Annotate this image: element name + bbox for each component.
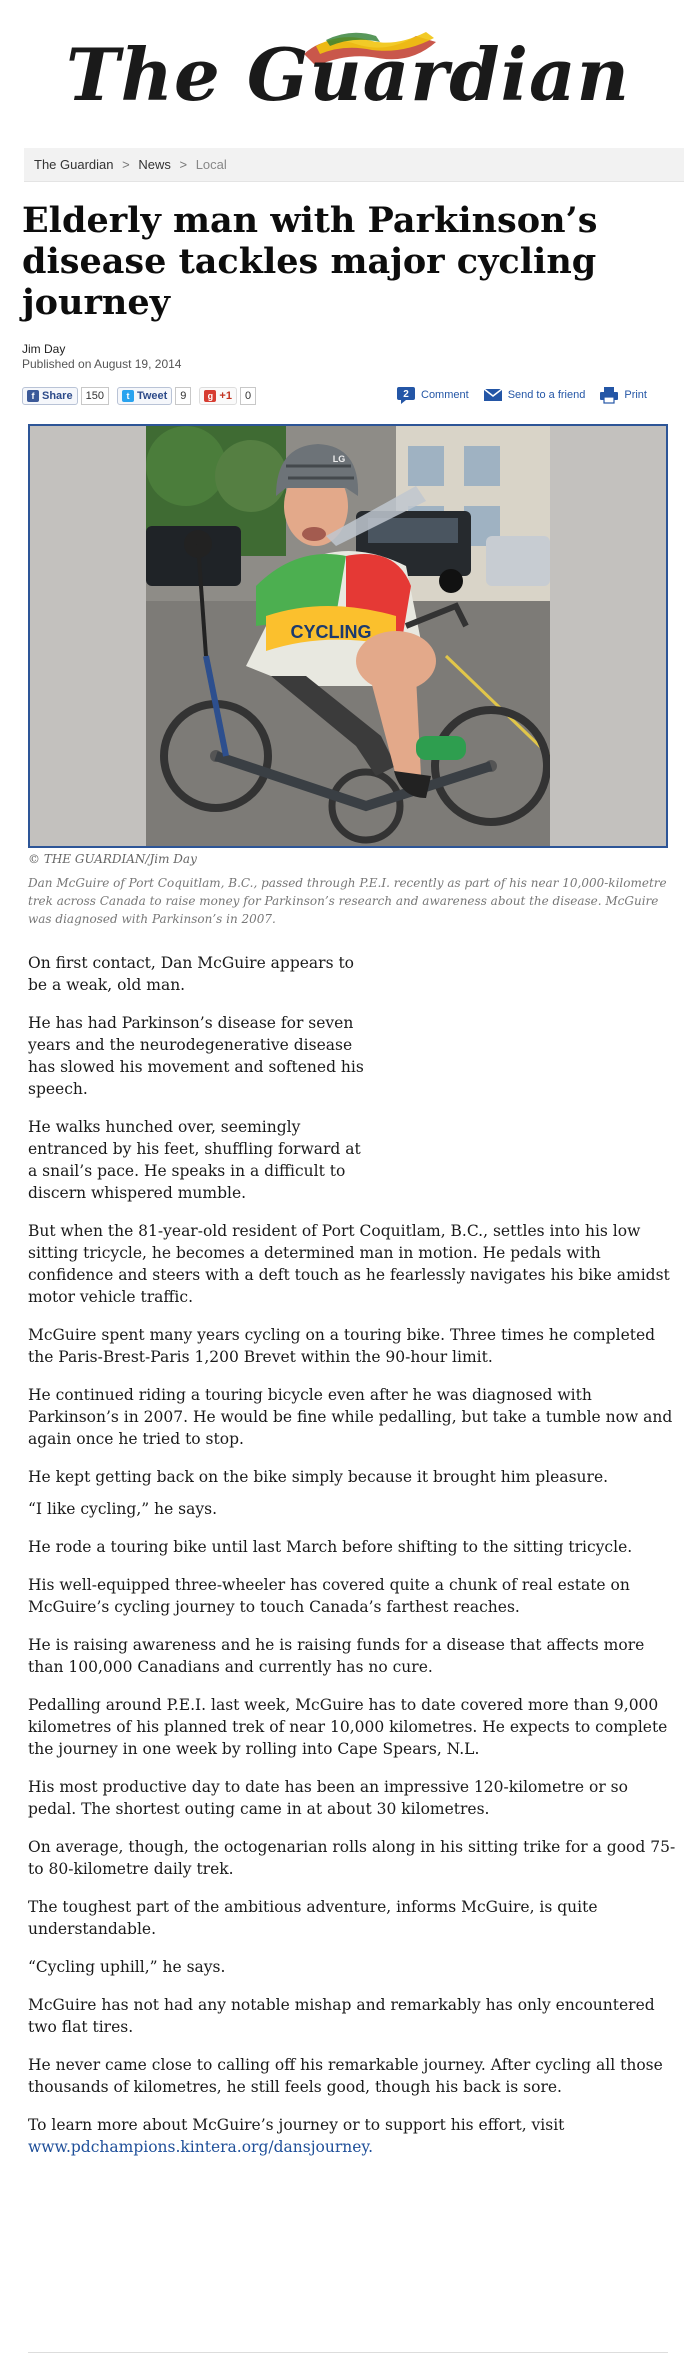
print-label: Print (624, 389, 647, 401)
article-headline: Elderly man with Parkinson’s disease tackles major cycling journey (22, 200, 598, 323)
send-to-friend-link[interactable] (483, 388, 586, 402)
article-body (28, 952, 676, 2174)
body-paragraph: He walks hunched over, seemingly entranced by his feet, shuffling forward at a snail’s pace. He speaks in a difficult to discern whispered mumble. (28, 1118, 361, 1202)
comment-link[interactable] (396, 385, 469, 405)
body-paragraph: He never came close to calling off his remarkable journey. After cycling all those thousands of kilometres, he still feels good, though his back is sore. (28, 2056, 663, 2096)
twitter-tweet-button[interactable] (117, 387, 172, 405)
google-plus-label: +1 (219, 390, 232, 402)
body-paragraph: But when the 81-year-old resident of Port Coquitlam, B.C., settles into his low sitting tricycle, he becomes a determined man in motion. He pedals with confidence and steers with a deft touch as he fearlessly navigates his bike amidst motor vehicle traffic. (28, 1222, 670, 1306)
donation-link[interactable]: www.pdchampions.kintera.org/dansjourney. (28, 2138, 374, 2156)
facebook-share-button[interactable] (22, 387, 78, 405)
facebook-share-count: 150 (81, 387, 109, 405)
body-paragraph: Pedalling around P.E.I. last week, McGuire has to date covered more than 9,000 kilometres of his planned trek of near 10,000 kilometres. He expects to complete the journey in one week by rolling into Cape Spears, N.L. (28, 1696, 668, 1758)
comment-count: 2 (403, 389, 409, 400)
google-plus-count: 0 (240, 387, 256, 405)
breadcrumb-current: Local (195, 157, 227, 172)
body-paragraph: “Cycling uphill,” he says. (28, 1958, 226, 1976)
photo-caption: Dan McGuire of Port Coquitlam, B.C., passed through P.E.I. recently as part of his near 10,000-kilometre trek across Canada to raise money for Parkinson’s research and awareness about the disease. McGuire was diagnosed with Parkinson’s in 2007. (28, 876, 667, 926)
body-paragraph: McGuire spent many years cycling on a touring bike. Three times he completed the Paris-Brest-Paris 1,200 Brevet within the 90-hour limit. (28, 1326, 656, 1366)
breadcrumb-news[interactable]: News (138, 157, 171, 172)
facebook-icon: f (27, 390, 39, 402)
author-name[interactable]: Jim Day (22, 342, 66, 356)
printer-icon (599, 386, 619, 404)
breadcrumb-separator: > (179, 157, 188, 172)
photo-credit: © THE GUARDIAN/Jim Day (28, 852, 197, 866)
body-paragraph: His most productive day to date has been an impressive 120-kilometre or so pedal. The shortest outing came in at about 30 kilometres. (28, 1778, 628, 1818)
google-plus-button[interactable] (199, 387, 237, 405)
breadcrumb-separator: > (122, 157, 130, 172)
breadcrumb-home[interactable]: The Guardian (34, 157, 114, 172)
body-paragraph: He rode a touring bike until last March before shifting to the sitting tricycle. (28, 1538, 633, 1556)
comment-bubble-icon (396, 385, 416, 405)
body-paragraph: He continued riding a touring bicycle even after he was diagnosed with Parkinson’s in 2007. He would be fine while pedalling, but take a tumble now and again once he tried to stop. (28, 1386, 673, 1448)
send-to-friend-label: Send to a friend (507, 389, 586, 401)
publish-date: Published on August 19, 2014 (22, 357, 182, 371)
twitter-bird-icon: t (122, 390, 134, 402)
body-paragraph: “I like cycling,” he says. (28, 1500, 218, 1518)
article-tools (396, 383, 661, 407)
article-photo[interactable] (146, 426, 550, 846)
comment-label: Comment (421, 389, 469, 401)
breadcrumb (24, 148, 684, 182)
facebook-share-label: Share (42, 390, 73, 402)
body-paragraph: He has had Parkinson’s disease for seven years and the neurodegenerative disease has slowed his movement and softened his speech. (28, 1014, 364, 1098)
twitter-tweet-count: 9 (175, 387, 191, 405)
envelope-icon (483, 388, 503, 402)
body-paragraph: The toughest part of the ambitious adventure, informs McGuire, is quite understandable. (28, 1898, 598, 1938)
print-link[interactable] (599, 386, 647, 404)
body-paragraph: He is raising awareness and he is raising funds for a disease that affects more than 100,000 Canadians and currently has no cure. (28, 1636, 645, 1676)
twitter-tweet-label: Tweet (136, 390, 168, 402)
masthead (0, 12, 696, 132)
article-photo-frame (28, 424, 668, 848)
body-paragraph: On average, though, the octogenarian rolls along in his sitting trike for a good 75- to 80-kilometre daily trek. (28, 1838, 676, 1878)
body-paragraph-text: To learn more about McGuire’s journey or to support his effort, visit (28, 2116, 565, 2134)
body-paragraph-final (28, 2114, 676, 2158)
body-paragraph: His well-equipped three-wheeler has covered quite a chunk of real estate on McGuire’s cycling journey to touch Canada’s farthest reaches. (28, 1576, 630, 1616)
body-paragraph: On first contact, Dan McGuire appears to be a weak, old man. (28, 954, 355, 994)
helmet-lettering: LG (332, 454, 346, 464)
google-plus-icon: g (204, 390, 216, 402)
jersey-lettering: CYCLING (290, 622, 372, 642)
body-paragraph: He kept getting back on the bike simply because it brought him pleasure. (28, 1468, 609, 1486)
body-paragraph: McGuire has not had any notable mishap and remarkably has only encountered two flat tires. (28, 1996, 655, 2036)
footer-divider (28, 2352, 668, 2353)
site-logo[interactable]: The Guardian (66, 32, 630, 117)
social-share-bar (22, 385, 264, 407)
